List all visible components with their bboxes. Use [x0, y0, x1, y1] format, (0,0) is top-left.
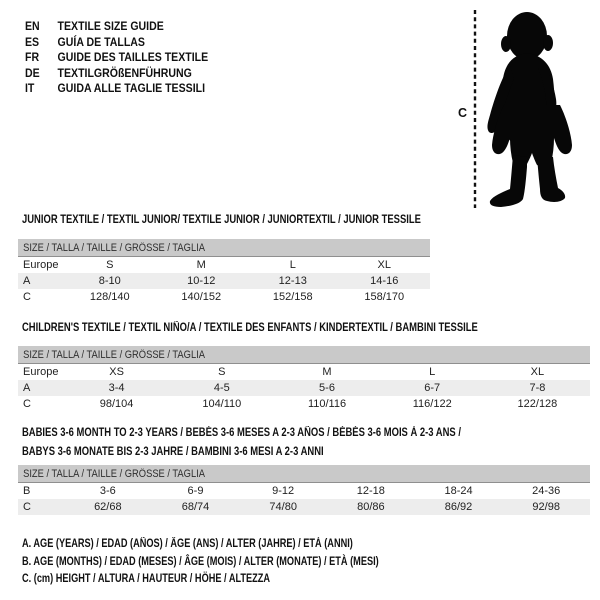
size-header-bar: [18, 465, 590, 483]
table-cell: 3-6: [99, 485, 116, 497]
table-cell: 122/128: [517, 398, 558, 410]
language-label: TEXTILE SIZE GUIDE: [57, 19, 164, 33]
language-label: GUÍA DE TALLAS: [57, 34, 145, 49]
table-cell: 68/74: [181, 501, 210, 513]
language-row: [25, 19, 208, 35]
table-row: [18, 499, 590, 515]
footnote-line: C. (cm) HEIGHT / ALTURA / HAUTEUR / HÖHE / ALTEZZA: [22, 573, 271, 585]
table-cell: 12-13: [278, 275, 307, 287]
table-cell: 98/104: [99, 398, 134, 410]
size-header-label: SIZE / TALLA / TAILLE / GRÖSSE / TAGLIA: [23, 348, 205, 361]
table-cell: 3-4: [108, 382, 125, 394]
height-dashed-line: [472, 8, 478, 210]
height-measure-label: C: [458, 106, 468, 120]
table-cell: 140/152: [181, 291, 222, 303]
row-label: C: [23, 291, 31, 303]
footnote-line: B. AGE (MONTHS) / EDAD (MESES) / ÂGE (MOIS) / ALTER (MONATE) / ETÀ (MESI): [22, 555, 379, 568]
toddler-silhouette-icon: [480, 5, 595, 215]
section-title-line: BABYS 3-6 MONATE BIS 2-3 JAHRE / BAMBINI 3-6 MESI A 2-3 ANNI: [22, 446, 324, 458]
section-title-line: JUNIOR TEXTILE / TEXTIL JUNIOR/ TEXTILE JUNIOR / JUNIORTEXTIL / JUNIOR TESSILE: [22, 214, 421, 226]
table-cell: 24-36: [532, 485, 561, 497]
table-cell: 10-12: [187, 275, 216, 287]
language-row: [25, 81, 208, 97]
table-row: [18, 396, 590, 412]
language-code: ES: [25, 34, 40, 49]
language-row: [25, 50, 208, 66]
table-cell: 4-5: [213, 382, 230, 394]
section-title-line: CHILDREN'S TEXTILE / TEXTIL NIÑO/A / TEXTILE DES ENFANTS / KINDERTEXTIL / BAMBINI TESSILE: [22, 322, 478, 334]
section-title: [22, 211, 421, 230]
row-label: C: [23, 501, 31, 513]
size-table: [18, 465, 590, 515]
table-cell: 7-8: [529, 382, 546, 394]
table-cell: 152/158: [272, 291, 313, 303]
table-cell: 8-10: [98, 275, 121, 287]
table-cell: 12-18: [356, 485, 385, 497]
table-cell: 86/92: [444, 501, 473, 513]
size-table: [18, 239, 430, 305]
row-label: Europe: [23, 259, 59, 271]
table-cell: XL: [377, 259, 391, 271]
section-title: [22, 424, 461, 462]
section-title: [22, 319, 478, 338]
table-cell: XL: [530, 366, 545, 378]
row-label: B: [23, 485, 31, 497]
row-label: Europe: [23, 366, 59, 378]
table-row: [18, 483, 590, 499]
language-label: TEXTILGRÖßENFÜHRUNG: [57, 65, 192, 80]
table-cell: S: [218, 366, 226, 378]
row-label: A: [23, 275, 31, 287]
table-cell: 6-7: [424, 382, 441, 394]
table-cell: L: [289, 259, 296, 271]
footnote-line: A. AGE (YEARS) / EDAD (AÑOS) / ÂGE (ANS) / ALTER (JAHRE) / ETÀ (ANNI): [22, 538, 353, 550]
section-title-line: BABIES 3-6 MONTH TO 2-3 YEARS / BEBÉS 3-6 MESES A 2-3 AÑOS / BÉBÉS 3-6 MOIS À 2-3 ANS /: [22, 427, 461, 439]
row-label: C: [23, 398, 31, 410]
language-code: FR: [25, 50, 40, 64]
table-row: [18, 273, 430, 289]
language-code: IT: [25, 81, 35, 95]
table-row: [18, 380, 590, 396]
table-cell: XS: [109, 366, 124, 378]
table-cell: 104/110: [202, 398, 242, 410]
table-cell: 62/68: [94, 501, 122, 513]
size-header-label: SIZE / TALLA / TAILLE / GRÖSSE / TAGLIA: [23, 467, 205, 480]
table-cell: 116/122: [412, 398, 452, 410]
table-cell: 158/170: [364, 291, 405, 303]
table-cell: 74/80: [269, 501, 297, 513]
table-cell: 5-6: [319, 382, 335, 394]
table-row: [18, 364, 590, 380]
footnotes: [22, 536, 379, 589]
language-row: [25, 66, 208, 82]
row-label: A: [23, 382, 31, 394]
table-cell: 14-16: [370, 275, 399, 287]
language-label: GUIDA ALLE TAGLIE TESSILI: [57, 81, 206, 95]
language-label: GUIDE DES TAILLES TEXTILE: [57, 50, 209, 64]
table-cell: 18-24: [444, 485, 473, 497]
table-cell: L: [429, 366, 436, 378]
table-cell: 9-12: [272, 485, 295, 497]
table-row: [18, 289, 430, 305]
language-code: DE: [25, 65, 40, 80]
size-header-label: SIZE / TALLA / TAILLE / GRÖSSE / TAGLIA: [23, 241, 205, 254]
table-cell: S: [106, 259, 114, 271]
language-code: EN: [25, 19, 40, 33]
table-row: [18, 257, 430, 273]
table-cell: 110/116: [307, 398, 347, 410]
size-header-bar: [18, 346, 590, 364]
table-cell: 128/140: [89, 291, 130, 303]
table-cell: M: [196, 259, 206, 271]
language-title-list: [25, 19, 208, 97]
table-cell: M: [322, 366, 332, 378]
language-row: [25, 35, 208, 51]
size-table: [18, 346, 590, 412]
table-cell: 92/98: [532, 501, 560, 513]
size-header-bar: [18, 239, 430, 257]
table-cell: 80/86: [357, 501, 385, 513]
table-cell: 6-9: [187, 485, 204, 497]
